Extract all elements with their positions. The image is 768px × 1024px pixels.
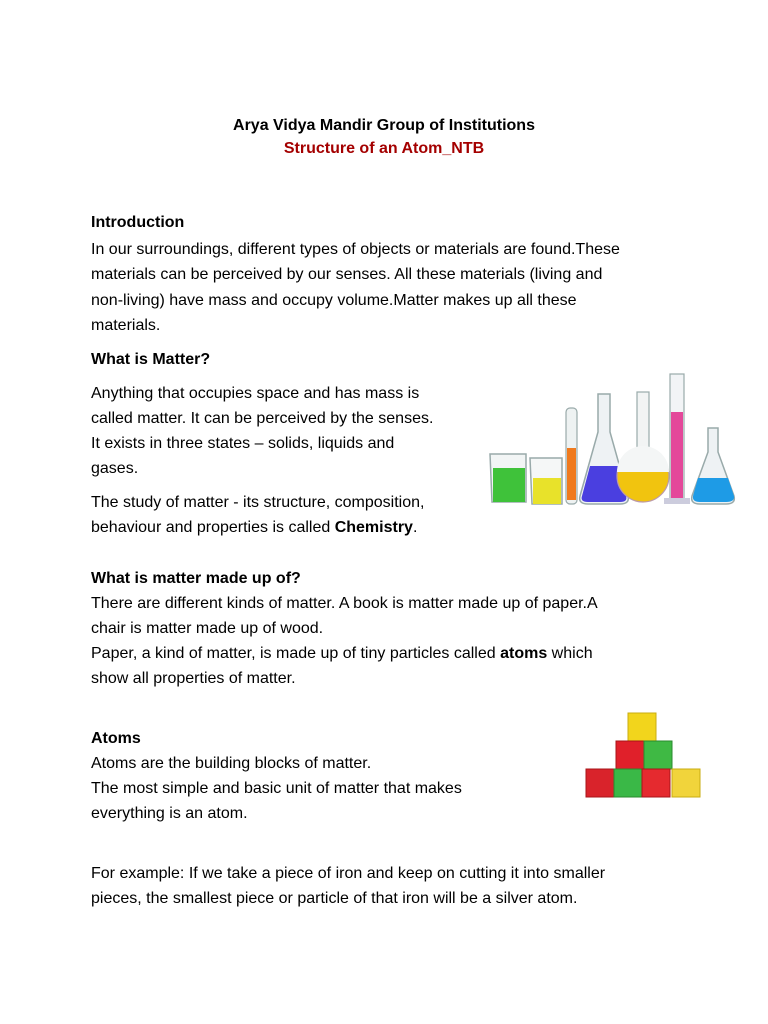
- example-line: pieces, the smallest piece or particle of that iron will be a silver atom.: [91, 890, 578, 907]
- building-blocks-image: [584, 710, 704, 800]
- atoms-term: atoms: [500, 645, 548, 662]
- intro-line: materials.: [91, 317, 161, 334]
- intro-line: In our surroundings, different types of objects or materials are found.These: [91, 241, 620, 258]
- paper-line: Paper, a kind of matter, is made up of tiny particles called atoms which: [91, 645, 593, 662]
- matter-line: Anything that occupies space and has mass is: [91, 385, 420, 402]
- atoms-heading: Atoms: [91, 730, 141, 747]
- made-up-heading: What is matter made up of?: [91, 570, 301, 587]
- matter-heading: What is Matter?: [91, 351, 211, 368]
- paper-line: show all properties of matter.: [91, 670, 296, 687]
- made-up-line: chair is matter made up of wood.: [91, 620, 324, 637]
- lab-glassware-image: [486, 368, 736, 508]
- study-line-chemistry: behaviour and properties is called Chemistry.: [91, 519, 418, 536]
- matter-line: It exists in three states – solids, liquids and: [91, 435, 395, 452]
- example-line: For example: If we take a piece of iron and keep on cutting it into smaller: [91, 865, 606, 882]
- school-title: Arya Vidya Mandir Group of Institutions: [233, 117, 535, 134]
- chemistry-term: Chemistry: [334, 519, 413, 536]
- intro-line: materials can be perceived by our senses. All these materials (living and: [91, 266, 603, 283]
- atoms-line: The most simple and basic unit of matter that makes: [91, 780, 462, 797]
- subject-title: Structure of an Atom_NTB: [283, 140, 485, 157]
- study-line: The study of matter - its structure, composition,: [91, 494, 425, 511]
- matter-line: called matter. It can be perceived by the senses.: [91, 410, 434, 427]
- atoms-line: everything is an atom.: [91, 805, 248, 822]
- made-up-line: There are different kinds of matter. A book is matter made up of paper.A: [91, 595, 598, 612]
- matter-line: gases.: [91, 460, 139, 477]
- intro-line: non-living) have mass and occupy volume.Matter makes up all these: [91, 292, 577, 309]
- atoms-line: Atoms are the building blocks of matter.: [91, 755, 372, 772]
- intro-heading: Introduction: [91, 214, 185, 231]
